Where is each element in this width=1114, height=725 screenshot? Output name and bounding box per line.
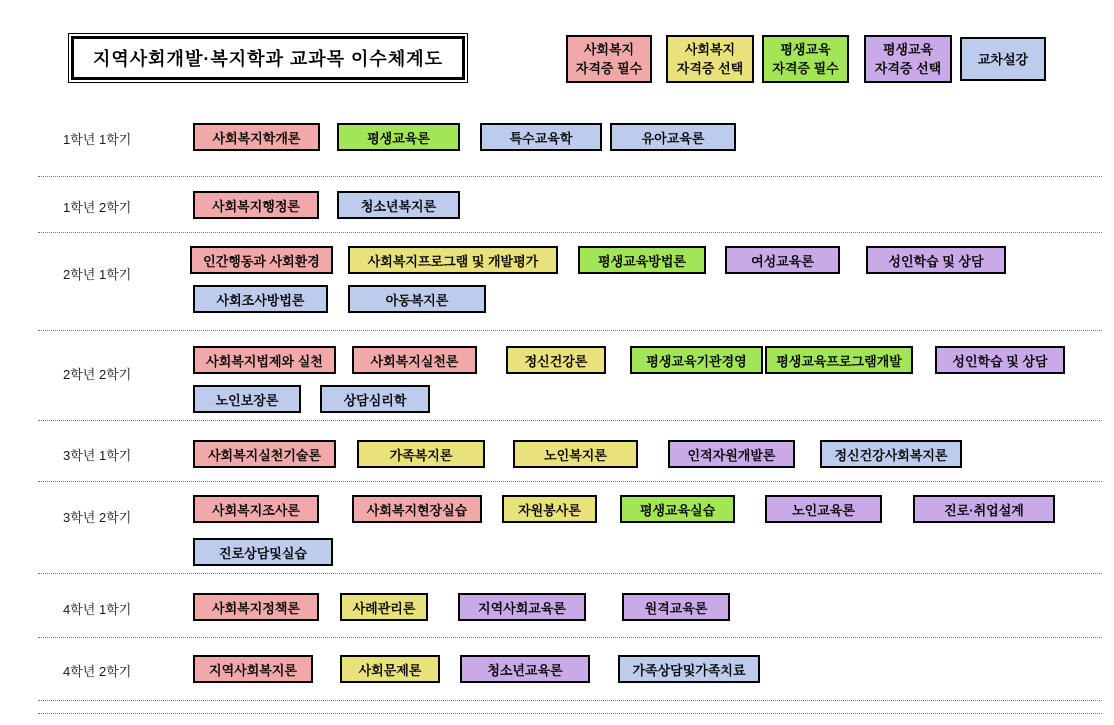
course-box: 청소년복지론: [337, 191, 460, 219]
course-box: 성인학습 및 상담: [866, 246, 1006, 274]
course-box: 가족상담및가족치료: [618, 655, 760, 683]
legend-item-label: 사회복지: [684, 42, 736, 57]
legend-item-label: 사회복지: [583, 42, 635, 57]
dotted-separator: [38, 176, 1102, 177]
course-box: 진로·취업설계: [913, 495, 1055, 523]
course-box: 지역사회복지론: [193, 655, 313, 683]
legend-item-label: 교차설강: [977, 51, 1029, 67]
semester-label: 3학년 1학기: [63, 448, 132, 463]
dotted-separator: [38, 232, 1102, 233]
legend-item: [566, 35, 652, 83]
semester-label: 1학년 2학기: [63, 200, 132, 215]
dotted-separator: [38, 637, 1102, 638]
course-box: 사례관리론: [340, 593, 428, 621]
legend-item: [666, 35, 754, 83]
legend-item: [960, 37, 1046, 81]
legend-item: [864, 35, 952, 83]
page-title: 지역사회개발·복지학과 교과목 이수체계도: [71, 36, 465, 80]
semester-label: 2학년 1학기: [63, 267, 132, 282]
semester-label: 4학년 1학기: [63, 602, 132, 617]
course-box: 청소년교육론: [460, 655, 590, 683]
semester-label: 1학년 1학기: [63, 132, 132, 147]
dotted-separator: [38, 573, 1102, 574]
legend-item-label: 평생교육: [882, 42, 934, 57]
course-box: 평생교육실습: [620, 495, 735, 523]
course-box: 진로상담및실습: [193, 538, 333, 566]
course-box: 정신건강사회복지론: [820, 440, 962, 468]
course-box: 사회복지법제와 실천: [193, 346, 336, 374]
course-box: 평생교육방법론: [578, 246, 706, 274]
course-box: 사회복지실천기술론: [193, 440, 336, 468]
course-box: 사회조사방법론: [193, 285, 328, 313]
legend-item-label: 자격증 필수: [772, 61, 839, 76]
course-box: 사회복지실천론: [352, 346, 477, 374]
course-box: 원격교육론: [622, 593, 730, 621]
course-box: 자원봉사론: [502, 495, 597, 523]
course-box: 성인학습 및 상담: [935, 346, 1065, 374]
course-box: 노인보장론: [193, 385, 301, 413]
semester-label: 3학년 2학기: [63, 510, 132, 525]
course-box: 정신건강론: [506, 346, 606, 374]
legend-item-label: 자격증 필수: [575, 61, 643, 76]
course-box: 인간행동과 사회환경: [190, 246, 333, 274]
course-box: 사회복지정책론: [193, 593, 319, 621]
dotted-separator: [38, 481, 1102, 482]
legend-item-label: 평생교육: [780, 42, 831, 57]
course-box: 가족복지론: [357, 440, 485, 468]
course-box: 평생교육론: [337, 123, 460, 151]
course-box: 사회복지조사론: [193, 495, 319, 523]
course-box: 아동복지론: [348, 285, 486, 313]
legend-item-label: 자격증 선택: [676, 61, 744, 76]
course-box: 노인복지론: [513, 440, 638, 468]
semester-label: 4학년 2학기: [63, 664, 132, 679]
course-box: 평생교육기관경영: [630, 346, 763, 374]
course-box: 사회복지프로그램 및 개발평가: [348, 246, 558, 274]
dotted-separator: [38, 713, 1102, 714]
course-box: 상담심리학: [320, 385, 430, 413]
course-box: 사회복지행정론: [193, 191, 319, 219]
course-box: 노인교육론: [765, 495, 882, 523]
course-box: 특수교육학: [480, 123, 602, 151]
course-box: 평생교육프로그램개발: [765, 346, 913, 374]
legend-item: [762, 35, 849, 83]
legend-item-label: 자격증 선택: [874, 61, 942, 76]
course-box: 인적자원개발론: [668, 440, 795, 468]
course-box: 지역사회교육론: [458, 593, 586, 621]
dotted-separator: [38, 420, 1102, 421]
course-box: 사회문제론: [340, 655, 440, 683]
course-box: 유아교육론: [610, 123, 736, 151]
title-box: [68, 33, 468, 83]
dotted-separator: [38, 330, 1102, 331]
course-box: 여성교육론: [725, 246, 840, 274]
dotted-separator: [38, 700, 1102, 701]
semester-label: 2학년 2학기: [63, 367, 132, 382]
course-box: 사회복지현장실습: [352, 495, 482, 523]
course-box: 사회복지학개론: [193, 123, 320, 151]
